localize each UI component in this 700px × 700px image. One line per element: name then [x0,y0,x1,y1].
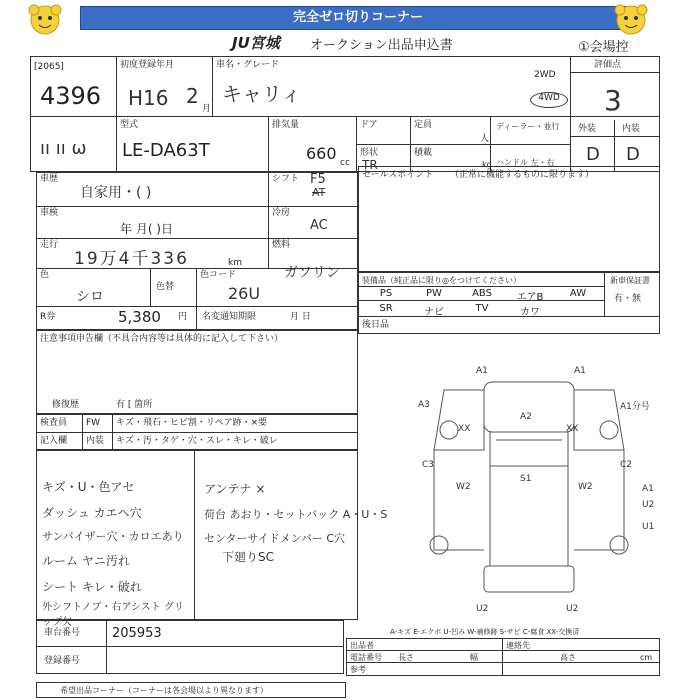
length-label: 長さ [398,653,414,662]
drive-2wd: 2WD [534,70,556,80]
new-car-value: 有・無 [614,294,642,304]
damage-legend: A-キズ E-エクボ U-凹み W-補修跡 S-サビ C-腐食 XX-交換済 [390,628,580,636]
displacement-label: 排気量 [272,120,300,130]
history-value: 自家用・( ) [80,185,152,201]
chassis-frame [36,620,344,674]
capacity-label: 定員 [414,120,433,130]
org-logo: JU宮城 [232,34,280,52]
drive-4wd-circled [530,92,568,108]
displacement-unit: cc [340,158,350,168]
model-label: 型式 [120,120,139,130]
mark-s1: S1 [520,474,532,484]
mascot-left-logo [26,2,64,36]
mark-w2-left: W2 [456,482,471,492]
shift-struck: AT [312,186,326,199]
remark-right-3: センターサイドメンバー C穴 [204,532,346,545]
mark-a1-bun: A1分号 [620,402,650,412]
repair-label: 修復歴 [52,400,80,410]
mark-w2-right: W2 [578,482,593,492]
model-value: LE-DA63T [122,140,210,161]
width-label: 幅 [470,653,478,662]
sales-point-note: （正常に機能するものに限ります） [450,170,595,180]
mark-u1: U1 [642,522,655,532]
color-label: 色 [40,270,50,280]
banner-title: 完全ゼロ切りコーナー [80,6,636,30]
mark-a3: A3 [418,400,430,410]
inspection-label: 車検 [40,208,59,218]
mark-a1-left: A1 [476,366,488,376]
interior-value: D [626,144,640,165]
remark-right-2: 荷台 あおり・セットバック A・U・S [204,508,388,521]
inspector-label: 検査員 [40,418,68,428]
contact-label: 連絡先 [506,641,530,650]
first-reg-label: 初度登録年月 [120,60,175,70]
colorcode-label: 色コード [200,270,237,280]
interior-label: 内装 [622,124,641,134]
history-label: 車歴 [40,174,59,184]
mark-xx-left: XX [458,424,471,434]
inspection-value: 年 月( )日 [120,222,173,236]
new-car-label: 新車保証書 [610,276,650,285]
chassis-label: 車台番号 [44,628,81,638]
reg-label: 登録番号 [44,656,81,666]
mileage-value: 19万4千336 [74,249,189,269]
shape-value: TR [362,158,378,172]
equip-sr: SR [379,303,393,314]
notes-label: 注意事項申告欄（不具合内容等は具体的に記入して下さい） [40,334,284,344]
repair-value: 有 [ 箇所 [116,400,153,410]
height-label: 高さ [560,653,576,662]
remark-left-1: キズ・U・色アセ [42,480,135,494]
inspection-row2: キズ・汚・タゲ・穴・スレ・キレ・破レ [116,436,278,446]
phone-label: 電話番号 [350,653,382,662]
grade-label: 評価点 [594,60,622,70]
shift-label: シフト [272,174,300,184]
color-value: シロ [76,289,104,305]
equipment-label: 装備品（純正品に限り◎をつけてください） [362,276,521,285]
load-label: 積載 [414,148,433,158]
mark-c2: C2 [620,460,633,470]
exterior-value: D [586,144,600,165]
mileage-unit: km [228,258,242,268]
inspector-label2: 記入欄 [40,436,68,446]
mark-u2-left: U2 [476,604,489,614]
remark-left-5: シート キレ・破れ [42,580,142,594]
mark-a1-side: A1 [642,484,654,494]
equip-aw: AW [569,288,587,299]
shift-value: F5 [310,172,326,187]
fw-label: FW [86,418,101,428]
sales-point-label: セールスポイント [362,170,434,180]
remark-right-1: アンテナ × [204,482,266,496]
shipper-label: 出品者 [350,641,374,650]
lot-prefix: [2065] [34,62,64,72]
equip-tv: TV [475,303,489,314]
mileage-label: 走行 [40,240,59,250]
load-unit: kg [482,160,492,169]
inspection-row1: キズ・飛石・ヒビ割・リペア跡・×要 [116,418,268,428]
name-change-value: 月 日 [290,312,311,322]
mark-a2: A2 [520,412,532,422]
mark-xx-right: XX [566,424,579,434]
unit-cm: cm [640,653,653,662]
name-change-label: 名変通知期限 [202,312,257,322]
car-name: キャリィ [222,82,302,106]
dealer-label: ディーラー・並行 [496,122,560,131]
sales-point-frame [358,166,660,272]
handwritten-scribble: ıı ıı ω [40,138,87,159]
steer-label: ハンドル 左・右 [496,158,555,167]
form-title: オークション出品申込書 [310,38,453,53]
remark-left-4: ルーム ヤニ汚れ [42,554,130,568]
equip-airbag: エアB [516,292,544,303]
mascot-right-logo [612,2,650,36]
reserve-label: 希望出品コーナー（コーナーは各会場以より異なります） [60,686,268,695]
first-reg-era: H16 [128,86,169,110]
lot-number: 4396 [40,82,102,110]
equip-leather: カワ [520,307,540,318]
mark-c3: C3 [422,460,435,470]
remark-left-3: サンバイザー穴・カロエあり [42,530,184,543]
mark-u2-right: U2 [566,604,579,614]
remark-right-4: 下廻りSC [222,550,274,564]
mark-a1-right: A1 [574,366,586,376]
month-unit: 月 [202,104,212,114]
drive-4wd: 4WD [538,93,560,103]
colorcode-value: 26U [228,284,261,303]
equip-navi: ナビ [424,307,444,318]
shape-label: 形状 [360,148,379,158]
recycle-label: R券 [40,312,56,322]
cooling-label: 冷房 [272,208,291,218]
fuel-value: ガソリン [284,265,340,281]
car-name-label: 車名・グレード [216,60,280,70]
fuel-label: 燃料 [272,240,291,250]
equip-pw: PW [426,288,442,299]
first-reg-month: 2 [186,84,199,108]
afterfit-label: 後日品 [362,320,390,330]
color-swap-label: 色替 [156,282,175,292]
exterior-label: 外装 [578,124,597,134]
shipper-frame [346,638,660,676]
person-unit: 人 [480,134,490,144]
mark-u2-side: U2 [642,500,655,510]
door-label: ドア [360,120,378,130]
grade-value: 3 [604,84,622,117]
chassis-value: 205953 [112,626,162,641]
ref-label: 参考 [350,665,366,674]
cooling-value: AC [310,218,328,233]
interior-row-label: 内装 [86,436,105,446]
equip-ps: PS [379,288,393,299]
equip-abs: ABS [472,288,492,299]
displacement-value: 660 [306,144,337,163]
copy-label: ①会場控 [578,40,629,55]
car-damage-diagram [404,360,654,616]
recycle-value: 5,380 [118,308,161,326]
recycle-unit: 円 [178,312,188,322]
remark-left-6: 外シフトノブ・右アシスト グリップ欠 [42,602,184,628]
remark-left-2: ダッシュ カエヘ穴 [42,506,142,520]
